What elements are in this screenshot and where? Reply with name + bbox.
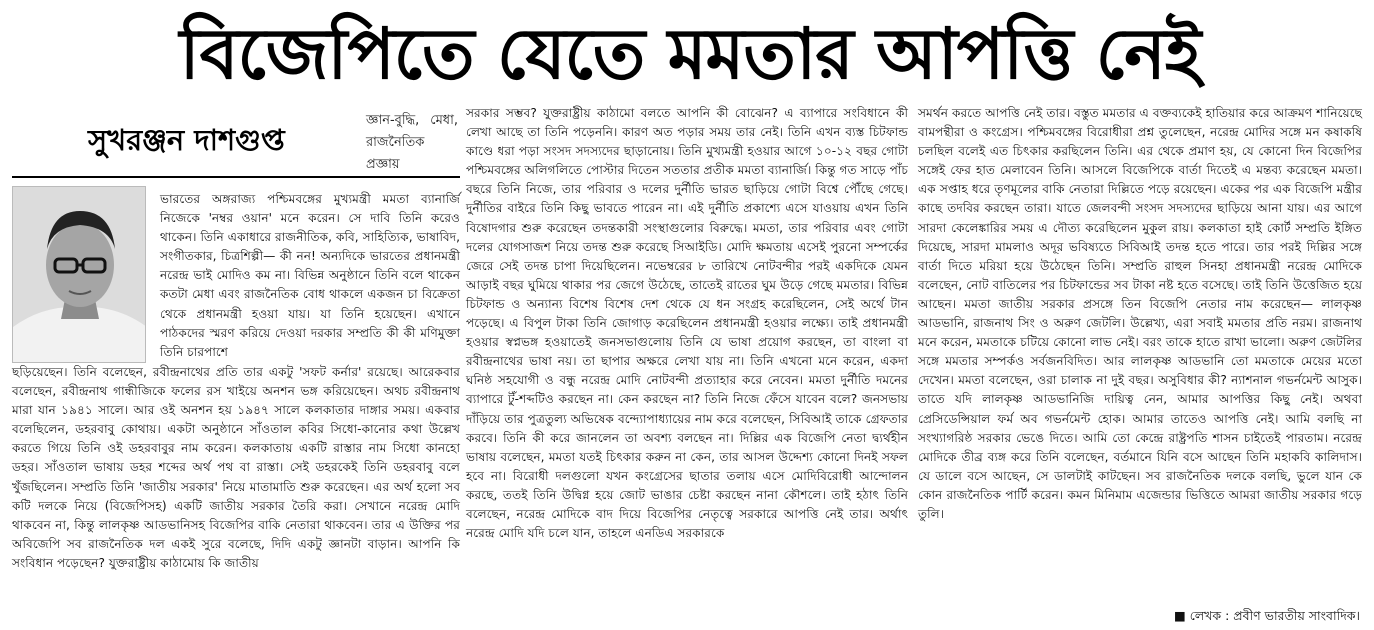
paragraph: সমর্থন করতে আপত্তি নেই তার। বস্তুত মমতার এ বক্তব্যকেই হাতিয়ার করে আক্রমণ শানিয়েছে বামপন্থীরা ও কংগ্রেস। পশ্চিমবঙ্গের বিরোধীরা প্রশ্ন তুলেছেন, নরেন্দ্র মোদির সঙ্গে মন কষাকষি চলছিল বলেই এত চিৎকার করছিলেন তিনি। এর থেকে প্রমাণ হয়, যে কোনো দিন বিজেপির সঙ্গেই ফের হাত মেলাবেন তিনি। আসলে বিজেপিকে বার্তা দিতেই এ মন্তব্য করেছেন মমতা। এক সপ্তাহ ধরে তৃণমূলের বাকি নেতারা দিল্লিতে পড়ে রয়েছেন। একের পর এক বিজেপি মন্ত্রীর কাছে তদবির করছেন তারা। যাতে জেলবন্দী সংসদ সদস্যদের ছাড়িয়ে আনা যায়। এর আগে সারদা কেলেঙ্কারির সময় এ দৌত্য করেছিলেন মুকুল রায়। কলকাতা হাই কোর্ট সম্প্রতি ইঙ্গিত দিয়েছে, সারদা মামলাও অদূর ভবিষ্যতে সিবিআই তদন্ত হতে পারে। তার পরই দিল্লির সঙ্গে বার্তা দিতে মরিয়া হয়ে উঠেছেন তিনি। সম্প্রতি রাহুল সিনহা প্রধানমন্ত্রী নরেন্দ্র মোদিকে বলেছেন, নোট বাতিলের পর চিটফান্ডের সব টাকা নষ্ট হতে বসেছে। তাই তিনি উত্তেজিত হয়ে আছেন। মমতা জাতীয় সরকার প্রসঙ্গে তিন বিজেপি নেতার নাম করেছেন— লালকৃষ্ণ আডভানি, রাজনাথ সিং ও অরুণ জেটলি। উল্লেখ্য, এরা সবাই মমতার প্রতি নরম। রাজনাথ মনে করেন, মমতাকে চটিয়ে কোনো লাভ নেই। বরং তাকে হাতে রাখা ভালো। অরুণ জেটলির সঙ্গে মমতার সম্পর্কও সর্বজনবিদিত। আর লালকৃষ্ণ আডভানি তো মমতাকে মেয়ের মতো দেখেন। মমতা বলেছেন, ওরা চালাক না দুই বছর। অসুবিধার কী? ন্যাশনাল গভর্নমেন্ট আসুক। তাতে যদি লালকৃষ্ণ আডভানিজি দায়িত্ব নেন, আমার আপত্তির কিছু নেই। অথবা প্রেসিডেন্সিয়াল ফর্ম অব গভর্নমেন্ট হোক। আমার তাতেও আপত্তি নেই। আমি বলছি না সংখ্যাগরিষ্ঠ সরকার ভেঙে দিতে। আমি তো কেন্দ্রে রাষ্ট্রপতি শাসন চাইতেই পারতাম। নরেন্দ্র মোদিকে তীব্র ব্যঙ্গ করে তিনি বলেছেন, বর্তমানে যিনি বসে আছেন তিনি মহাকবি কালিদাস। যে ডালে বসে আছেন, সে ডালটাই কাটছেন। সব রাজনৈতিক দলকে বলছি, ভুলে যান কে কোন রাজনৈতিক পার্টি করেন। কমন মিনিমাম এজেন্ডার ভিত্তিতে আমরা জাতীয় সরকার গড়ে তুলি। xyxy=(918,106,1362,521)
byline: সুখরঞ্জন দাশগুপ্ত xyxy=(88,123,285,157)
column-1 xyxy=(12,363,460,573)
paragraph: ছড়িয়েছেন। তিনি বলেছেন, রবীন্দ্রনাথের প্রতি তার একটু 'সফট কর্নার' রয়েছে। আরেকবার বলেছেন, রবীন্দ্রনাথ গান্ধীজিকে ফলের রস খাইয়ে অনশন ভঙ্গ করিয়েছেন। অথচ রবীন্দ্রনাথ মারা যান ১৯৪১ সালে। আর ওই অনশন হয় ১৯৪৭ সালে কলকাতার দাঙ্গার সময়। একবার বলেছিলেন, ডহরবাবু কোথায়। একটা অনুষ্ঠানে সাঁওতাল কবির সিধো-কানোর কথা উল্লেখ করতে গিয়ে তিনি ওই ডহরবাবুর নাম করেন। কলকাতায় একটি রাস্তার নাম সিধো কানহো ডহর। সাঁওতাল ভাষায় ডহর শব্দের অর্থ পথ বা রাস্তা। সেই ডহরকেই তিনি ডহরবাবু বলে খুঁজছিলেন। সম্প্রতি তিনি 'জাতীয় সরকার' নিয়ে মাতামাতি শুরু করেছেন। এর অর্থ হলো সব কটি দলকে নিয়ে (বিজেপিসহ) একটি জাতীয় সরকার তৈরি করা। সেখানে নরেন্দ্র মোদি থাকবেন না, কিন্তু লালকৃষ্ণ আডভানিসহ বিজেপির বাকি নেতারা থাকবেন। তার এ উক্তির পর অবিজেপি সব রাজনৈতিক দল একই সুরে বলেছে, দিদি একটু জ্ঞানটা বাড়ান। আপনি কি সংবিধান পড়েছেন? যুক্তরাষ্ট্রীয় কাঠামোয় কি জাতীয় xyxy=(12,365,460,570)
author-photo xyxy=(12,186,146,363)
portrait-image xyxy=(13,187,146,363)
column-2 xyxy=(466,104,908,543)
column-3 xyxy=(918,104,1362,524)
lead-text: জ্ঞান-বুদ্ধি, মেধা, রাজনৈতিক প্রজ্ঞায় xyxy=(366,113,458,172)
paragraph: ভারতের অঙ্গরাজ্য পশ্চিমবঙ্গের মুখ্যমন্ত্রী মমতা ব্যানার্জি নিজেকে 'নম্বর ওয়ান' মনে করেন। সে দাবি তিনি করেও থাকেন। তিনি একাধারে রাজনীতিক, কবি, সাহিত্যিক, ভাষাবিদ, সংগীতকার, চিত্রশিল্পী— কী নন! অন্যদিকে ভারতের প্রধানমন্ত্রী নরেন্দ্র ভাই মোদিও কম না। বিভিন্ন অনুষ্ঠানে তিনি বলে থাকেন কতটা মেধা এবং রাজনৈতিক বোধ থাকলে একজন চা বিক্রেতা থেকে প্রধানমন্ত্রী হওয়া যায়। যা তিনি হয়েছেন। এখানে পাঠকদের স্মরণ করিয়ে দেওয়া দরকার সম্প্রতি কী কী মণিমুক্তা তিনি চারপাশে xyxy=(160,192,460,359)
paragraph: সরকার সম্ভব? যুক্তরাষ্ট্রীয় কাঠামো বলতে আপনি কী বোঝেন? এ ব্যাপারে সংবিধানে কী লেখা আছে তা তিনি পড়েননি। কারণ অত পড়ার সময় তার নেই। তিনি এখন ব্যস্ত চিটফান্ড কাণ্ডে ধরা পড়া সংসদ সদস্যদের ছাড়ানোয়। তিনি মুখ্যমন্ত্রী হওয়ার আগে ১০-১২ বছর গোটা পশ্চিমবঙ্গের অলিগলিতে পোস্টার দিতেন সততার প্রতীক মমতা ব্যানার্জি। কিন্তু গত সাড়ে পাঁচ বছরে তিনি নিজে, তার পরিবার ও দলের দুর্নীতি ভারত ছাড়িয়ে গোটা বিশ্বে পৌঁছে গেছে। দুর্নীতির বাইরে তিনি কিছু ভাবতে পারেন না। এই দুর্নীতি প্রকাশ্যে এসে যাওয়ায় এখন তিনি বিষোদগার শুরু করেছেন তদন্তকারী সংস্থাগুলোর বিরুদ্ধে। মমতা, তার পরিবার এবং গোটা দলের যোগসাজশ নিয়ে তদন্ত শুরু করেছে সিআইডি। মোদি ক্ষমতায় এসেই পুরনো সম্পর্কের জেরে সেই তদন্ত চাপা দিয়েছিলেন। নভেম্বরের ৮ তারিখে নোটবন্দীর পরই একদিকে যেমন আড়াই বছর ঘুমিয়ে থাকার পর জেগে উঠেছে, তাতেই রাতের ঘুম উড়ে গেছে মমতার। বিভিন্ন চিটফান্ড ও অন্যান্য বিশেষ বিশেষ দেশ থেকে যে ধন সংগ্রহ করেছিলেন, সেই অর্থে টান পড়েছে। এ বিপুল টাকা তিনি জোগাড় করেছিলেন প্রধানমন্ত্রী হওয়ার লক্ষ্যে। তাই প্রধানমন্ত্রী হওয়ার স্বপ্নভঙ্গ হওয়াতেই জনসভাগুলোয় তিনি যে ভাষা প্রয়োগ করছেন, তা বাংলা বা রবীন্দ্রনাথের ভাষা নয়। তা ছাপার অক্ষরে লেখা যায় না। তিনি এখনো মনে করেন, একদা ঘনিষ্ঠ সহযোগী ও বন্ধু নরেন্দ্র মোদি নোটবন্দী প্রত্যাহার করে নেবেন। মমতা দুর্নীতি দমনের ব্যাপারে টুঁ-শব্দটিও করছেন না। কেন করছেন না? তিনি নিজে ফেঁসে যাবেন বলে? জনসভায় দাঁড়িয়ে তার পুত্রতুল্য অভিষেক বন্দ্যোপাধ্যায়ের নাম করে বলেছেন, সিবিআই তাকে গ্রেফতার করবে। তিনি কী করে জানলেন তা অবশ্য বলছেন না। দিল্লির এক বিজেপি নেতা দ্ব্যর্থহীন ভাষায় বলেছেন, মমতা যতই চিৎকার করুন না কেন, তার আসল উদ্দেশ্য কোনো দিনই সফল হবে না। বিরোধী দলগুলো যখন কংগ্রেসের ছাতার তলায় এসে মোদিবিরোধী আন্দোলন করছে, ততই তিনি উদ্বিগ্ন হয়ে জোট ভাঙার চেষ্টা করছেন নানা কৌশলে। তাই হঠাৎ তিনি বলেছেন, নরেন্দ্র মোদিকে বাদ দিয়ে বিজেপির নেতৃত্বে সরকারে আপত্তি নেই তার। অর্থাৎ নরেন্দ্র মোদি যদি চলে যান, তাহলে এনডিএ সরকারকে xyxy=(466,106,908,541)
byline-rule xyxy=(12,176,460,178)
column-1-top xyxy=(160,190,460,362)
author-note: ■ লেখক : প্রবীণ ভারতীয় সাংবাদিক। xyxy=(1174,608,1360,623)
headline: বিজেপিতে যেতে মমতার আপত্তি নেই xyxy=(179,13,1201,95)
